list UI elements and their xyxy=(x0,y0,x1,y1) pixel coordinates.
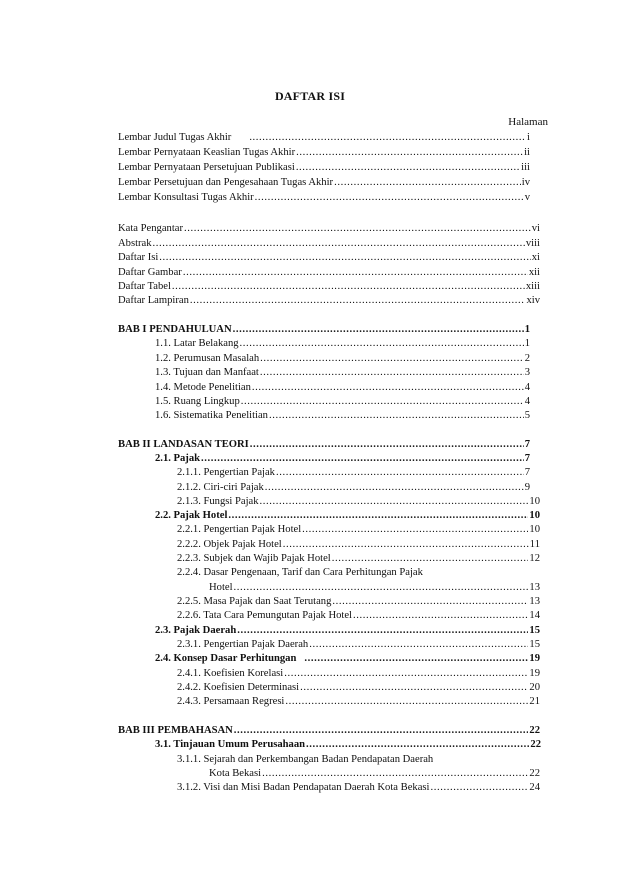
toc-entry[interactable]: 1.2. Perumusan Masalah ..... 2 xyxy=(155,352,530,366)
toc-entry[interactable]: 2.4.3. Persamaan Regresi ..... 21 xyxy=(177,695,540,709)
toc-entry[interactable]: Lembar Pernyataan Persetujuan Publikasi ..... iii xyxy=(118,161,530,175)
toc-entry-continuation[interactable]: Hotel ..... 13 xyxy=(209,581,540,595)
toc-entry[interactable]: Lembar Judul Tugas Akhir ..... i xyxy=(118,131,530,145)
toc-entry[interactable]: Daftar Gambar ..... xii xyxy=(118,266,540,280)
toc-entry[interactable]: 2.3.1. Pengertian Pajak Daerah ..... 15 xyxy=(177,638,540,652)
toc-entry[interactable]: 2.2.1. Pengertian Pajak Hotel ..... 10 xyxy=(177,523,540,537)
toc-entry[interactable]: Kata Pengantar ..... vi xyxy=(118,222,540,236)
toc-entry[interactable]: Daftar Isi ..... xi xyxy=(118,251,540,265)
page-column-label: Halaman xyxy=(508,116,548,128)
toc-entry[interactable]: Lembar Pernyataan Keaslian Tugas Akhir ..... ii xyxy=(118,146,530,160)
toc-entry[interactable]: 1.5. Ruang Lingkup ..... 4 xyxy=(155,395,530,409)
toc-entry[interactable]: 3.1.2. Visi dan Misi Badan Pendapatan Daerah Kota Bekasi ..... 24 xyxy=(177,781,540,795)
toc-section[interactable]: 2.4. Konsep Dasar Perhitungan ..... 19 xyxy=(155,652,540,666)
toc-entry[interactable]: 2.2.5. Masa Pajak dan Saat Terutang ..... 13 xyxy=(177,595,540,609)
toc-entry[interactable]: Lembar Persetujuan dan Pengesahaan Tugas Akhir ..... iv xyxy=(118,176,530,190)
toc-section[interactable]: 2.3. Pajak Daerah ..... 15 xyxy=(155,624,540,638)
toc-entry[interactable]: Daftar Lampiran ..... xiv xyxy=(118,294,540,308)
toc-entry[interactable]: Abstrak ..... viii xyxy=(118,237,540,251)
toc-chapter[interactable]: BAB I PENDAHULUAN ..... 1 xyxy=(118,323,530,337)
toc-entry[interactable]: 2.2.2. Objek Pajak Hotel ..... 11 xyxy=(177,538,540,552)
toc-entry[interactable]: 2.4.1. Koefisien Korelasi ..... 19 xyxy=(177,667,540,681)
toc-section[interactable]: 2.2. Pajak Hotel ..... 10 xyxy=(155,509,540,523)
toc-section[interactable]: 3.1. Tinjauan Umum Perusahaan ..... 22 xyxy=(155,738,541,752)
toc-entry[interactable]: 2.4.2. Koefisien Determinasi ..... 20 xyxy=(177,681,540,695)
toc-chapter[interactable]: BAB II LANDASAN TEORI ..... 7 xyxy=(118,438,530,452)
toc-entry[interactable]: 1.6. Sistematika Penelitian ..... 5 xyxy=(155,409,530,423)
toc-entry[interactable]: 1.3. Tujuan dan Manfaat ..... 3 xyxy=(155,366,530,380)
toc-entry[interactable]: 2.1.2. Ciri-ciri Pajak ..... 9 xyxy=(177,481,530,495)
toc-entry[interactable]: 2.2.6. Tata Cara Pemungutan Pajak Hotel ..... 14 xyxy=(177,609,540,623)
toc-entry[interactable]: Lembar Konsultasi Tugas Akhir ..... v xyxy=(118,191,530,205)
toc-entry[interactable]: 2.1.1. Pengertian Pajak ..... 7 xyxy=(177,466,530,480)
toc-entry[interactable]: 1.1. Latar Belakang ..... 1 xyxy=(155,337,530,351)
toc-entry[interactable]: 3.1.1. Sejarah dan Perkembangan Badan Pendapatan Daerah xyxy=(177,754,434,765)
page-title: DAFTAR ISI xyxy=(274,89,346,103)
toc-entry[interactable]: 2.2.4. Dasar Pengenaan, Tarif dan Cara Perhitungan Pajak xyxy=(177,567,423,578)
toc-entry[interactable]: 2.1.3. Fungsi Pajak ..... 10 xyxy=(177,495,540,509)
toc-entry-continuation[interactable]: Kota Bekasi ..... 22 xyxy=(209,767,540,781)
toc-entry[interactable]: 2.2.3. Subjek dan Wajib Pajak Hotel ..... 12 xyxy=(177,552,540,566)
toc-entry[interactable]: Daftar Tabel ..... xiii xyxy=(118,280,540,294)
toc-section[interactable]: 2.1. Pajak ..... 7 xyxy=(155,452,530,466)
toc-chapter[interactable]: BAB III PEMBAHASAN ..... 22 xyxy=(118,724,540,738)
toc-entry[interactable]: 1.4. Metode Penelitian ..... 4 xyxy=(155,381,530,395)
